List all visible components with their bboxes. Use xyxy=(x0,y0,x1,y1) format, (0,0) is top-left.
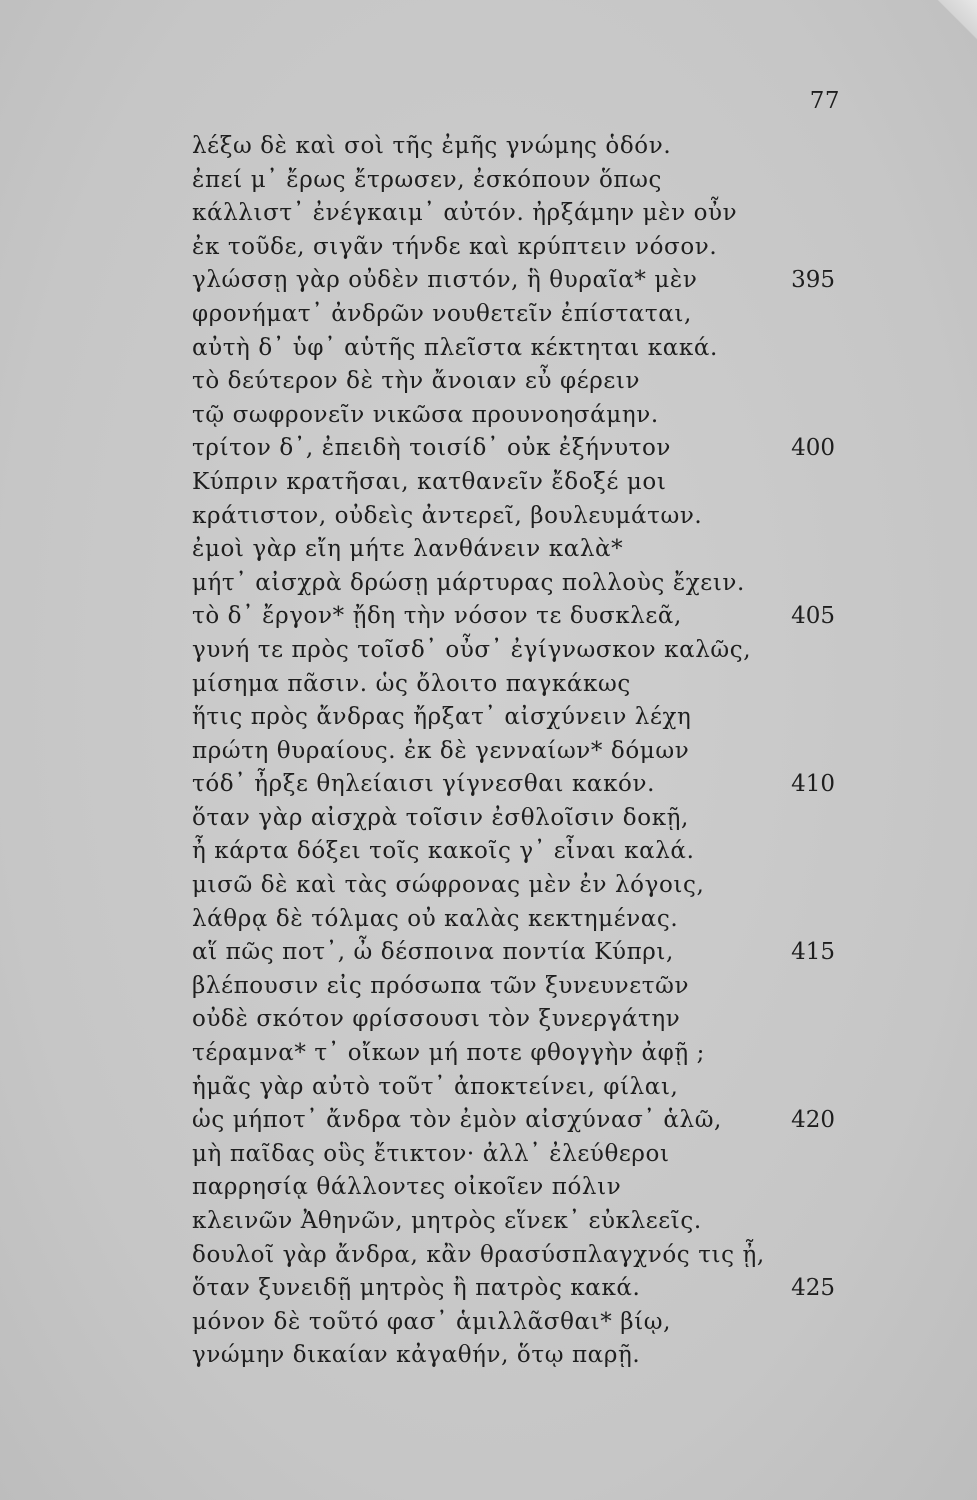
verse-line xyxy=(0,298,977,332)
verse-line-text: μόνον δὲ τοῦτό φασ᾽ ἁμιλλᾶσθαι* βίῳ, xyxy=(192,1308,672,1335)
verse-line-text: Κύπριν κρατῆσαι, κατθανεῖν ἔδοξέ μοι xyxy=(192,468,667,495)
verse-line-text: ἥτις πρὸς ἄνδρας ἤρξατ᾽ αἰσχύνειν λέχη xyxy=(192,704,692,731)
verse-line-text: ὅταν γὰρ αἰσχρὰ τοῖσιν ἐσθλοῖσιν δοκῇ, xyxy=(192,804,689,831)
verse-line-text: τὸ δεύτερον δὲ τὴν ἄνοιαν εὖ φέρειν xyxy=(192,368,641,395)
verse-line xyxy=(0,869,977,903)
verse-line xyxy=(0,768,977,802)
verse-line-text: λέξω δὲ καὶ σοὶ τῆς ἐμῆς γνώμης ὁδόν. xyxy=(192,133,672,159)
verse-line-text: ἐμοὶ γὰρ εἴη μήτε λανθάνειν καλὰ* xyxy=(192,536,624,563)
verse-line xyxy=(0,903,977,937)
verse-line-text: φρονήματ᾽ ἀνδρῶν νουθετεῖν ἐπίσταται, xyxy=(192,300,692,327)
verse-line xyxy=(0,634,977,668)
verse-line xyxy=(0,1205,977,1239)
verse-line-text: τέραμνα* τ᾽ οἴκων μή ποτε φθογγὴν ἀφῇ ; xyxy=(192,1040,705,1067)
verse-line-text: κάλλιστ᾽ ἐνέγκαιμ᾽ αὐτόν. ἠρξάμην μὲν οὖν xyxy=(192,200,738,227)
verse-line-text: ἡμᾶς γὰρ αὐτὸ τοῦτ᾽ ἀποκτείνει, φίλαι, xyxy=(192,1073,679,1100)
verse-line-text: ἦ κάρτα δόξει τοῖς κακοῖς γ᾽ εἶναι καλά. xyxy=(192,838,695,865)
verse-line xyxy=(0,1138,977,1172)
verse-text xyxy=(0,130,977,1373)
verse-line-text: τῷ σωφρονεῖν νικῶσα προυνοησάμην. xyxy=(192,401,659,428)
verse-line-text: γλώσσῃ γὰρ οὐδὲν πιστόν, ἣ θυραῖα* μὲν xyxy=(192,267,698,294)
verse-line-text: λάθρᾳ δὲ τόλμας οὐ καλὰς κεκτημένας. xyxy=(192,905,679,932)
line-number: 400 xyxy=(791,435,835,462)
line-number: 425 xyxy=(791,1275,835,1302)
verse-line xyxy=(0,1037,977,1071)
line-number: 405 xyxy=(791,603,835,630)
verse-line xyxy=(0,231,977,265)
line-number: 395 xyxy=(791,267,835,294)
verse-line-text: γνώμην δικαίαν κἀγαθήν, ὅτῳ παρῇ. xyxy=(192,1342,641,1369)
verse-line xyxy=(0,1071,977,1105)
verse-line xyxy=(0,1339,977,1373)
verse-line-text: τὸ δ᾽ ἔργον* ᾔδη τὴν νόσον τε δυσκλεᾶ, xyxy=(192,603,682,630)
verse-line xyxy=(0,197,977,231)
verse-line-text: μίσημα πᾶσιν. ὡς ὄλοιτο παγκάκως xyxy=(192,670,631,697)
verse-line xyxy=(0,264,977,298)
verse-line xyxy=(0,399,977,433)
verse-line xyxy=(0,164,977,198)
line-number: 415 xyxy=(791,939,835,966)
verse-line xyxy=(0,936,977,970)
verse-line-text: παρρησίᾳ θάλλοντες οἰκοῖεν πόλιν xyxy=(192,1174,622,1201)
verse-line xyxy=(0,500,977,534)
verse-line-text: ὅταν ξυνειδῇ μητρὸς ἢ πατρὸς κακά. xyxy=(192,1275,641,1302)
verse-line-text: πρώτη θυραίους. ἐκ δὲ γενναίων* δόμων xyxy=(192,737,690,764)
verse-line xyxy=(0,701,977,735)
page-corner-fold xyxy=(937,0,977,40)
verse-line-text: αὐτὴ δ᾽ ὑφ᾽ αὑτῆς πλεῖστα κέκτηται κακά. xyxy=(192,334,718,361)
verse-line-text: δουλοῖ γὰρ ἄνδρα, κἂν θρασύσπλαγχνός τις ᾖ, xyxy=(192,1241,765,1268)
verse-line xyxy=(0,835,977,869)
line-number: 420 xyxy=(791,1107,835,1134)
verse-line-text: μισῶ δὲ καὶ τὰς σώφρονας μὲν ἐν λόγοις, xyxy=(192,872,705,899)
verse-line xyxy=(0,1104,977,1138)
verse-line xyxy=(0,1171,977,1205)
verse-line xyxy=(0,1272,977,1306)
verse-line xyxy=(0,668,977,702)
verse-line-text: κράτιστον, οὐδεὶς ἀντερεῖ, βουλευμάτων. xyxy=(192,502,703,529)
verse-line xyxy=(0,533,977,567)
verse-line-text: αἵ πῶς ποτ᾽, ὦ δέσποινα ποντία Κύπρι, xyxy=(192,939,674,966)
verse-line xyxy=(0,365,977,399)
verse-line-text: οὐδὲ σκότον φρίσσουσι τὸν ξυνεργάτην xyxy=(192,1006,681,1033)
verse-line xyxy=(0,332,977,366)
verse-line-text: ἐκ τοῦδε, σιγᾶν τήνδε καὶ κρύπτειν νόσον. xyxy=(192,233,718,260)
page-number: 77 xyxy=(809,88,840,114)
verse-line xyxy=(0,1239,977,1273)
verse-line-text: τρίτον δ᾽, ἐπειδὴ τοισίδ᾽ οὐκ ἐξήνυτον xyxy=(192,435,672,462)
verse-line-text: μήτ᾽ αἰσχρὰ δρώσῃ μάρτυρας πολλοὺς ἔχειν. xyxy=(192,569,745,596)
verse-line xyxy=(0,970,977,1004)
verse-line-text: ἐπεί μ᾽ ἔρως ἔτρωσεν, ἐσκόπουν ὅπως xyxy=(192,166,662,193)
verse-line xyxy=(0,735,977,769)
verse-line-text: τόδ᾽ ἦρξε θηλείαισι γίγνεσθαι κακόν. xyxy=(192,771,655,798)
verse-line xyxy=(0,600,977,634)
verse-line-text: ὡς μήποτ᾽ ἄνδρα τὸν ἐμὸν αἰσχύνασ᾽ ἁλῶ, xyxy=(192,1107,722,1134)
verse-line xyxy=(0,1003,977,1037)
verse-line xyxy=(0,130,977,164)
verse-line-text: βλέπουσιν εἰς πρόσωπα τῶν ξυνευνετῶν xyxy=(192,972,690,999)
verse-line-text: γυνή τε πρὸς τοῖσδ᾽ οὖσ᾽ ἐγίγνωσκον καλῶς, xyxy=(192,636,752,663)
verse-line xyxy=(0,802,977,836)
verse-line xyxy=(0,1306,977,1340)
verse-line xyxy=(0,466,977,500)
verse-line xyxy=(0,432,977,466)
verse-line xyxy=(0,567,977,601)
verse-line-text: μὴ παῖδας οὓς ἔτικτον· ἀλλ᾽ ἐλεύθεροι xyxy=(192,1140,670,1167)
line-number: 410 xyxy=(791,771,835,798)
verse-line-text: κλεινῶν Ἀθηνῶν, μητρὸς εἵνεκ᾽ εὐκλεεῖς. xyxy=(192,1208,702,1234)
